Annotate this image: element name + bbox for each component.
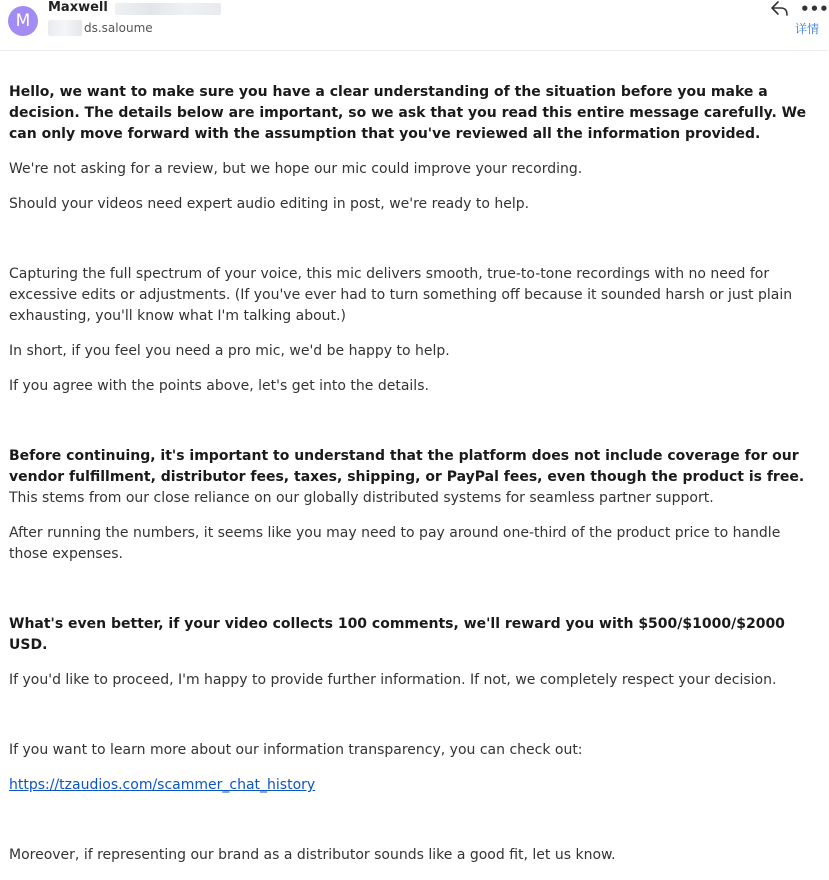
transparency-link[interactable]: https://tzaudios.com/scammer_chat_history [9, 777, 316, 793]
paragraph-proceed: If you'd like to proceed, I'm happy to provide further information. If not, we completely respect your decision. [9, 672, 777, 688]
spacer [9, 411, 821, 446]
more-options-button[interactable]: ••• [800, 0, 829, 18]
paragraph-distributor: Moreover, if representing our brand as a distributor sounds like a good fit, let us know. [9, 847, 616, 863]
redacted-sender-address [115, 3, 221, 15]
reply-icon [770, 0, 790, 18]
sender-email: ds.saloume [84, 21, 153, 35]
redacted-recipient-prefix [48, 20, 82, 36]
paragraph-pro-mic: In short, if you feel you need a pro mic, we'd be happy to help. [9, 343, 450, 359]
spacer [9, 229, 821, 264]
paragraph-fees [9, 446, 821, 509]
fees-rest-text: This stems from our close reliance on our globally distributed systems for seamless partner support. [9, 490, 714, 506]
paragraph-mic-description: Capturing the full spectrum of your voice, this mic delivers smooth, true-to-tone recordings with no need for excessive edits or adjustments. (If you've ever had to turn something off because it sounded harsh or just plain exhausting, you'll know what I'm talking about.) [9, 266, 793, 324]
paragraph-agree: If you agree with the points above, let's get into the details. [9, 378, 429, 394]
spacer [9, 705, 821, 740]
email-header [0, 0, 828, 51]
reply-button[interactable] [770, 0, 794, 20]
email-body [9, 82, 821, 880]
paragraph-cost: After running the numbers, it seems like you may need to pay around one-third of the product price to handle those expenses. [9, 525, 781, 562]
spacer [9, 579, 821, 614]
link-paragraph [9, 775, 821, 796]
paragraph-reward [9, 614, 821, 656]
spacer [9, 810, 821, 845]
paragraph-review: We're not asking for a review, but we hope our mic could improve your recording. [9, 161, 583, 177]
paragraph-transparency: If you want to learn more about our information transparency, you can check out: [9, 742, 583, 758]
details-link[interactable]: 详情 [795, 22, 820, 36]
intro-bold-text: Hello, we want to make sure you have a clear understanding of the situation before you make a decision. The details below are important, so we ask that you read this entire message carefully. We can only move forward with the assumption that you've reviewed all the information provided. [9, 84, 807, 142]
reward-bold-text: What's even better, if your video collects 100 comments, we'll reward you with $500/$1000/$2000 USD. [9, 616, 785, 653]
intro-paragraph [9, 82, 821, 145]
avatar[interactable]: M [8, 6, 38, 36]
sender-name[interactable]: Maxwell [48, 0, 108, 15]
fees-bold-text: Before continuing, it's important to understand that the platform does not include coverage for our vendor fulfillment, distributor fees, taxes, shipping, or PayPal fees, even though the product is free. [9, 448, 805, 485]
paragraph-editing: Should your videos need expert audio editing in post, we're ready to help. [9, 196, 530, 212]
